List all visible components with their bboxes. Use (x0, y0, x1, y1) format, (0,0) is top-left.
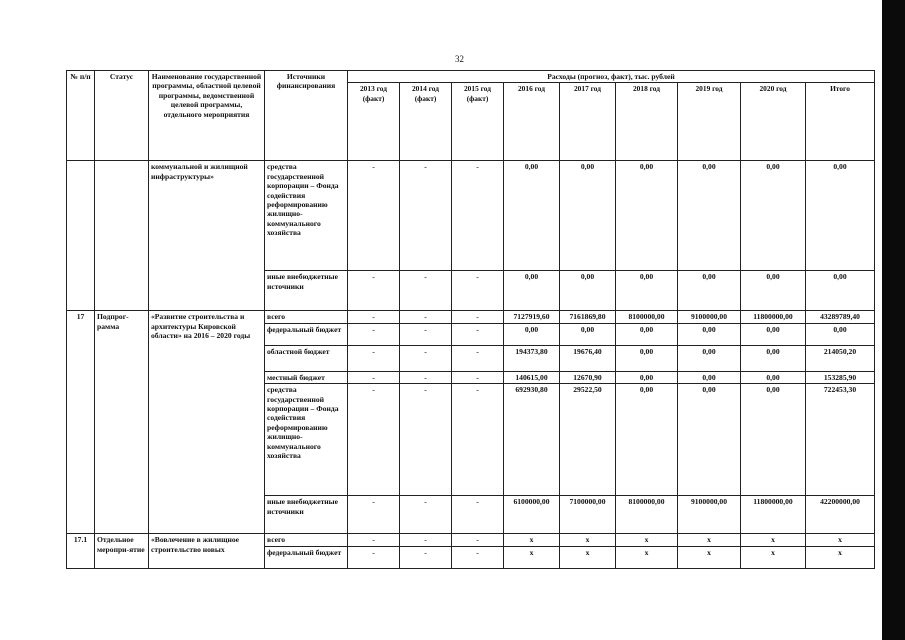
cell-value: x (806, 546, 875, 568)
cell-value: - (400, 534, 452, 546)
cell-value: x (504, 546, 560, 568)
cell-value: 7161869,80 (560, 311, 616, 323)
cell-value: 0,00 (616, 345, 678, 371)
cell-num (67, 161, 95, 311)
cell-value: 8100000,00 (616, 311, 678, 323)
cell-value: 8100000,00 (616, 496, 678, 534)
cell-value: 43289789,40 (806, 311, 875, 323)
cell-source: иные внебюджетные источники (265, 496, 348, 534)
cell-value: 194373,80 (504, 345, 560, 371)
header-num: № п/п (67, 71, 95, 161)
cell-value: 0,00 (560, 271, 616, 311)
cell-value: 9100000,00 (678, 311, 741, 323)
cell-value: - (400, 384, 452, 496)
cell-value: 0,00 (741, 323, 806, 345)
table-row (67, 534, 875, 546)
cell-value: 0,00 (741, 384, 806, 496)
cell-value: - (452, 546, 504, 568)
cell-value: 0,00 (616, 323, 678, 345)
cell-value: 692930,80 (504, 384, 560, 496)
cell-source: всего (265, 311, 348, 323)
cell-value: - (452, 384, 504, 496)
cell-value: 7127919,60 (504, 311, 560, 323)
scan-edge-shadow (882, 0, 905, 640)
cell-value: - (400, 323, 452, 345)
cell-value: - (400, 311, 452, 323)
cell-value: 0,00 (616, 161, 678, 271)
cell-value: 0,00 (504, 323, 560, 345)
cell-value: x (560, 546, 616, 568)
cell-source: областной бюджет (265, 345, 348, 371)
cell-value: - (452, 371, 504, 383)
header-year: 2018 год (616, 83, 678, 161)
cell-value: - (348, 323, 400, 345)
cell-value: - (348, 345, 400, 371)
cell-value: - (400, 546, 452, 568)
cell-value: 0,00 (806, 271, 875, 311)
cell-value: 0,00 (678, 371, 741, 383)
header-year: 2020 год (741, 83, 806, 161)
cell-value: x (806, 534, 875, 546)
cell-value: 42200000,00 (806, 496, 875, 534)
cell-source: средства государственной корпорации – Фонда содействия реформированию жилищно-коммунального хозяйства (265, 384, 348, 496)
cell-value: x (616, 546, 678, 568)
cell-value: 0,00 (741, 161, 806, 271)
cell-program-name: «Вовлечение в жилищное строительство новых (149, 534, 265, 568)
header-year: 2017 год (560, 83, 616, 161)
cell-value: - (348, 311, 400, 323)
cell-value: x (616, 534, 678, 546)
header-status: Статус (95, 71, 149, 161)
cell-value: 0,00 (806, 323, 875, 345)
cell-value: 0,00 (616, 384, 678, 496)
cell-value: 6100000,00 (504, 496, 560, 534)
cell-value: 0,00 (678, 384, 741, 496)
budget-table (66, 70, 875, 569)
cell-value: x (678, 534, 741, 546)
cell-value: 0,00 (678, 323, 741, 345)
cell-value: 0,00 (504, 271, 560, 311)
cell-value: 9100000,00 (678, 496, 741, 534)
cell-value: 12670,90 (560, 371, 616, 383)
cell-value: 7100000,00 (560, 496, 616, 534)
cell-value: x (560, 534, 616, 546)
header-expenses: Расходы (прогноз, факт), тыс. рублей (348, 71, 875, 83)
cell-value: - (348, 384, 400, 496)
cell-value: 0,00 (560, 323, 616, 345)
header-year: 2014 год (факт) (400, 83, 452, 161)
cell-value: 0,00 (741, 371, 806, 383)
cell-value: 0,00 (806, 161, 875, 271)
cell-value: - (400, 371, 452, 383)
cell-source: федеральный бюджет (265, 546, 348, 568)
cell-value: 0,00 (616, 371, 678, 383)
cell-value: - (348, 496, 400, 534)
cell-value: - (348, 371, 400, 383)
cell-value: 11800000,00 (741, 496, 806, 534)
cell-num: 17.1 (67, 534, 95, 568)
cell-source: федеральный бюджет (265, 323, 348, 345)
table-row (67, 311, 875, 323)
cell-value: - (400, 345, 452, 371)
cell-source: местный бюджет (265, 371, 348, 383)
cell-value: 140615,00 (504, 371, 560, 383)
cell-status: Отдельное меропри-ятие (95, 534, 149, 568)
table-row (67, 161, 875, 271)
cell-value: 0,00 (741, 271, 806, 311)
cell-value: 0,00 (678, 271, 741, 311)
cell-value: - (348, 534, 400, 546)
cell-program-name: коммунальной и жилищной инфраструктуры» (149, 161, 265, 311)
cell-value: 153285,90 (806, 371, 875, 383)
cell-value: x (678, 546, 741, 568)
cell-value: 19676,40 (560, 345, 616, 371)
cell-value: - (452, 496, 504, 534)
cell-value: - (400, 271, 452, 311)
header-sources: Источники финансирования (265, 71, 348, 161)
header-year: 2019 год (678, 83, 741, 161)
cell-value: - (452, 534, 504, 546)
cell-value: - (452, 311, 504, 323)
page-number: 32 (455, 54, 464, 64)
cell-source: средства государственной корпорации – Фонда содействия реформированию жилищно-коммунального хозяйства (265, 161, 348, 271)
cell-value: x (741, 534, 806, 546)
cell-value: - (452, 161, 504, 271)
cell-source: иные внебюджетные источники (265, 271, 348, 311)
cell-value: - (348, 271, 400, 311)
cell-value: 722453,30 (806, 384, 875, 496)
cell-value: 0,00 (741, 345, 806, 371)
cell-num: 17 (67, 311, 95, 534)
cell-value: 29522,50 (560, 384, 616, 496)
cell-value: - (400, 161, 452, 271)
cell-status: Подпрог-рамма (95, 311, 149, 534)
cell-value: - (400, 496, 452, 534)
cell-value: 11800000,00 (741, 311, 806, 323)
header-year: 2016 год (504, 83, 560, 161)
cell-source: всего (265, 534, 348, 546)
cell-status (95, 161, 149, 311)
header-year: 2015 год (факт) (452, 83, 504, 161)
header-year: 2013 год (факт) (348, 83, 400, 161)
cell-value: 0,00 (678, 345, 741, 371)
cell-value: - (348, 161, 400, 271)
header-total: Итого (806, 83, 875, 161)
cell-value: x (741, 546, 806, 568)
cell-value: 0,00 (560, 161, 616, 271)
cell-value: - (452, 271, 504, 311)
cell-value: 214050,20 (806, 345, 875, 371)
cell-program-name: «Развитие строительства и архитектуры Кировской области» на 2016 – 2020 годы (149, 311, 265, 534)
header-name: Наименование государственной программы, областной целевой программы, ведомственной целевой программы, отдельного мероприятия (149, 71, 265, 161)
cell-value: 0,00 (678, 161, 741, 271)
cell-value: 0,00 (504, 161, 560, 271)
cell-value: - (452, 323, 504, 345)
cell-value: 0,00 (616, 271, 678, 311)
cell-value: x (504, 534, 560, 546)
cell-value: - (348, 546, 400, 568)
cell-value: - (452, 345, 504, 371)
